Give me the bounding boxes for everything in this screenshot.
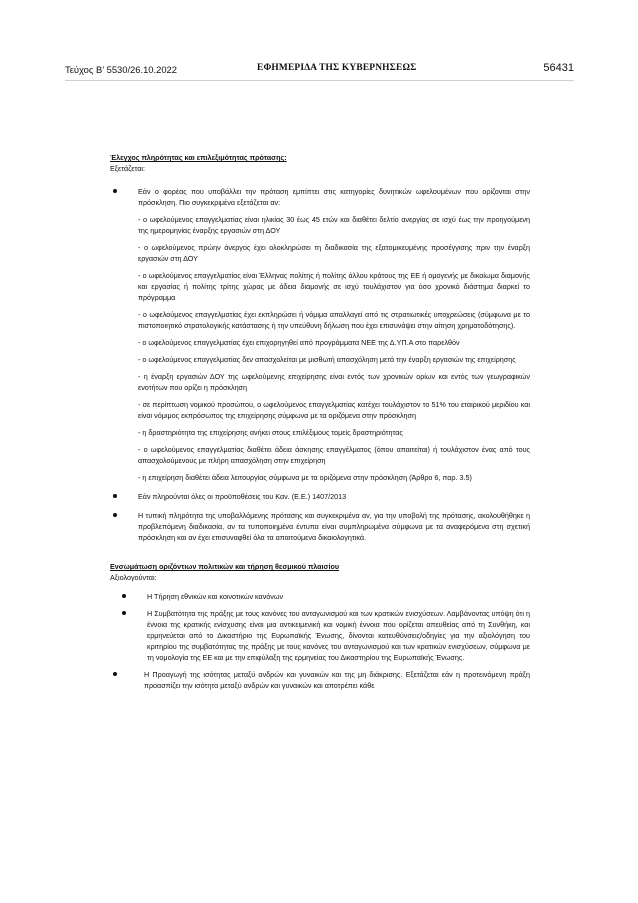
criterion-item: - η επιχείρηση διαθέτει άδεια λειτουργίας σύμφωνα με τα οριζόμενα στην πρόσκληση (Άρθρο 6, παρ. 3.5): [138, 473, 472, 482]
bullet-text: Η Συμβατότητα της πράξης με τους κανόνες του ανταγωνισμού και των κρατικών ενισχύσεων. Λαμβάνοντας υπόψη ότι η έννοια της κρατικής ενίσχυσης είναι μια αντικειμενική και νομική έννοια που ορίζεται απευθείας από τη Συνθήκη, και ερμηνεύεται από το Δικαστήριο της Ευρωπαϊκής Ένωσης, δίνονται κατευθύνσεις/οδηγίες για την αξιολόγηση του κριτηρίου της συμβατότητας της πράξης με τους κανόνες του ανταγωνισμού και των κρατικών ενισχύσεων, σύμφωνα με τη νομολογία της ΕΕ και με την επιφύλαξη της ερμηνείας του Δικαστηρίου της Ευρωπαϊκής Ένωσης.: [147, 609, 530, 662]
page-header: [65, 63, 574, 79]
bullet-text: Εάν ο φορέας που υποβάλλει την πρόταση εμπίπτει στις κατηγορίες δυνητικών ωφελουμένων που ορίζονται στην πρόσκληση. Πιο συγκεκριμένα εξετάζεται αν:: [138, 187, 530, 207]
criterion-item: - η δραστηριότητα της επιχείρησης ανήκει στους επιλέξιμους τομείς δραστηριότητας: [138, 428, 403, 437]
criterion-item: - σε περίπτωση νομικού προσώπου, ο ωφελούμενος επαγγελματίας κατέχει τουλάχιστον το 51% του εταιρικού μεριδίου και είναι νόμιμος εκπρόσωπος της επιχείρησης σύμφωνα με τα οριζόμενα στην πρόσκληση: [138, 400, 530, 420]
bullet-icon: [122, 611, 126, 615]
journal-title: ΕΦΗΜΕΡΙΔΑ ΤΗΣ ΚΥΒΕΡΝΗΣΕΩΣ: [257, 63, 417, 73]
criterion-item: - η έναρξη εργασιών ΔΟΥ της ωφελούμενης επιχείρησης είναι εντός των χρονικών ορίων και εντός των γεωγραφικών ενοτήτων που ορίζει η πρόσκληση: [138, 372, 530, 392]
bullet-icon: [122, 594, 126, 598]
bullet-item: [110, 491, 530, 502]
criterion-item: - ο ωφελούμενος επαγγελματίας δεν απασχολείται με μισθωτή απασχόληση μετά την έναρξη εργασιών της επιχείρησης: [138, 355, 516, 364]
bullet-item: [110, 669, 530, 691]
bullet-text: Η Τήρηση εθνικών και κοινοτικών κανόνων: [147, 592, 284, 601]
bullet-text: Εάν πληρούνται όλες οι προϋποθέσεις του Καν. (Ε.Ε.) 1407/2013: [138, 492, 347, 501]
document-body: [110, 152, 530, 691]
bullet-icon: [113, 189, 117, 193]
bullet-item: [110, 186, 530, 208]
header-divider: [65, 80, 574, 81]
criterion-item: - ο ωφελούμενος επαγγελματίας είναι Έλληνας πολίτης ή πολίτης άλλου κράτους της ΕΕ ή ομογενής με δικαίωμα διαμονής και εργασίας ή πολίτης τρίτης χώρας με άδεια διαμονής σε ισχύ τουλάχιστον για όσο χρονικό διάστημα διαρκεί το πρόγραμμα: [138, 271, 530, 302]
bullet-icon: [113, 672, 117, 676]
bullet-text: Η τυπική πληρότητα της υποβαλλόμενης πρότασης και συγκεκριμένα αν, για την υποβολή της πρότασης, ακολουθήθηκε η προβλεπόμενη διαδικασία, αν τα τυποποιημένα έντυπα είναι συμπληρωμένα σύμφωνα με τα αναφερόμενα στη σχετική πρόσκληση και αν έχει επισυναφθεί όλα τα απαιτούμενα δικαιολογητικά.: [138, 511, 530, 542]
bullet-item: [110, 608, 530, 663]
bullet-item: [110, 510, 530, 543]
section-intro: Εξετάζεται:: [110, 164, 145, 173]
section-heading: Έλεγχος πληρότητας και επιλεξιμότητας πρότασης:: [110, 153, 287, 162]
bullet-icon: [113, 513, 117, 517]
criterion-item: - ο ωφελούμενος επαγγελματίας έχει εκπληρώσει ή νόμιμα απαλλαγεί από τις στρατιωτικές υποχρεώσεις (σύμφωνα με το πιστοποιητικό στρατολογικής κατάστασης ή την υπεύθυνη δήλωση που έχει επισυνάψει στην αίτηση χρηματοδότησης).: [138, 310, 530, 330]
section-heading: Ενσωμάτωση οριζόντιων πολιτικών και τήρηση θεσμικού πλαισίου: [110, 562, 340, 571]
issue-label: Τεύχος B’ 5530/26.10.2022: [65, 64, 177, 75]
bullet-text: Η Προαγωγή της ισότητας μεταξύ ανδρών και γυναικών και της μη διάκρισης. Εξετάζεται εάν η προτεινόμενη πράξη προασπίζει την ισότητα μεταξύ ανδρών και γυναικών και αποτρέπει κάθε: [144, 670, 530, 690]
bullet-icon: [113, 494, 117, 498]
section-intro: Αξιολογούνται:: [110, 573, 157, 582]
criterion-item: - ο ωφελούμενος επαγγελματίας έχει επιχορηγηθεί από προγράμματα ΝΕΕ της Δ.ΥΠ.Α στο παρελθόν: [138, 338, 460, 347]
page-number: 56431: [543, 62, 574, 74]
criterion-item: - ο ωφελούμενος επαγγελματίας είναι ηλικίας 30 έως 45 ετών και διαθέτει δελτίο ανεργίας σε ισχύ έως την προηγούμενη της ημερομηνίας έναρξης εργασιών στη ΔΟΥ: [138, 215, 530, 235]
criterion-item: - ο ωφελούμενος επαγγελματίας διαθέτει άδεια άσκησης επαγγέλματος (όπου απαιτείται) ή τουλάχιστον ένας από τους απασχολούμενους με πλήρη απασχόληση στην επιχείρηση: [138, 445, 530, 465]
criterion-item: - ο ωφελούμενος πρώην άνεργος έχει ολοκληρώσει τη διαδικασία της εξατομικευμένης προσέγγισης πριν την έναρξη εργασιών στη ΔΟΥ: [138, 243, 530, 263]
bullet-item: [110, 591, 530, 602]
